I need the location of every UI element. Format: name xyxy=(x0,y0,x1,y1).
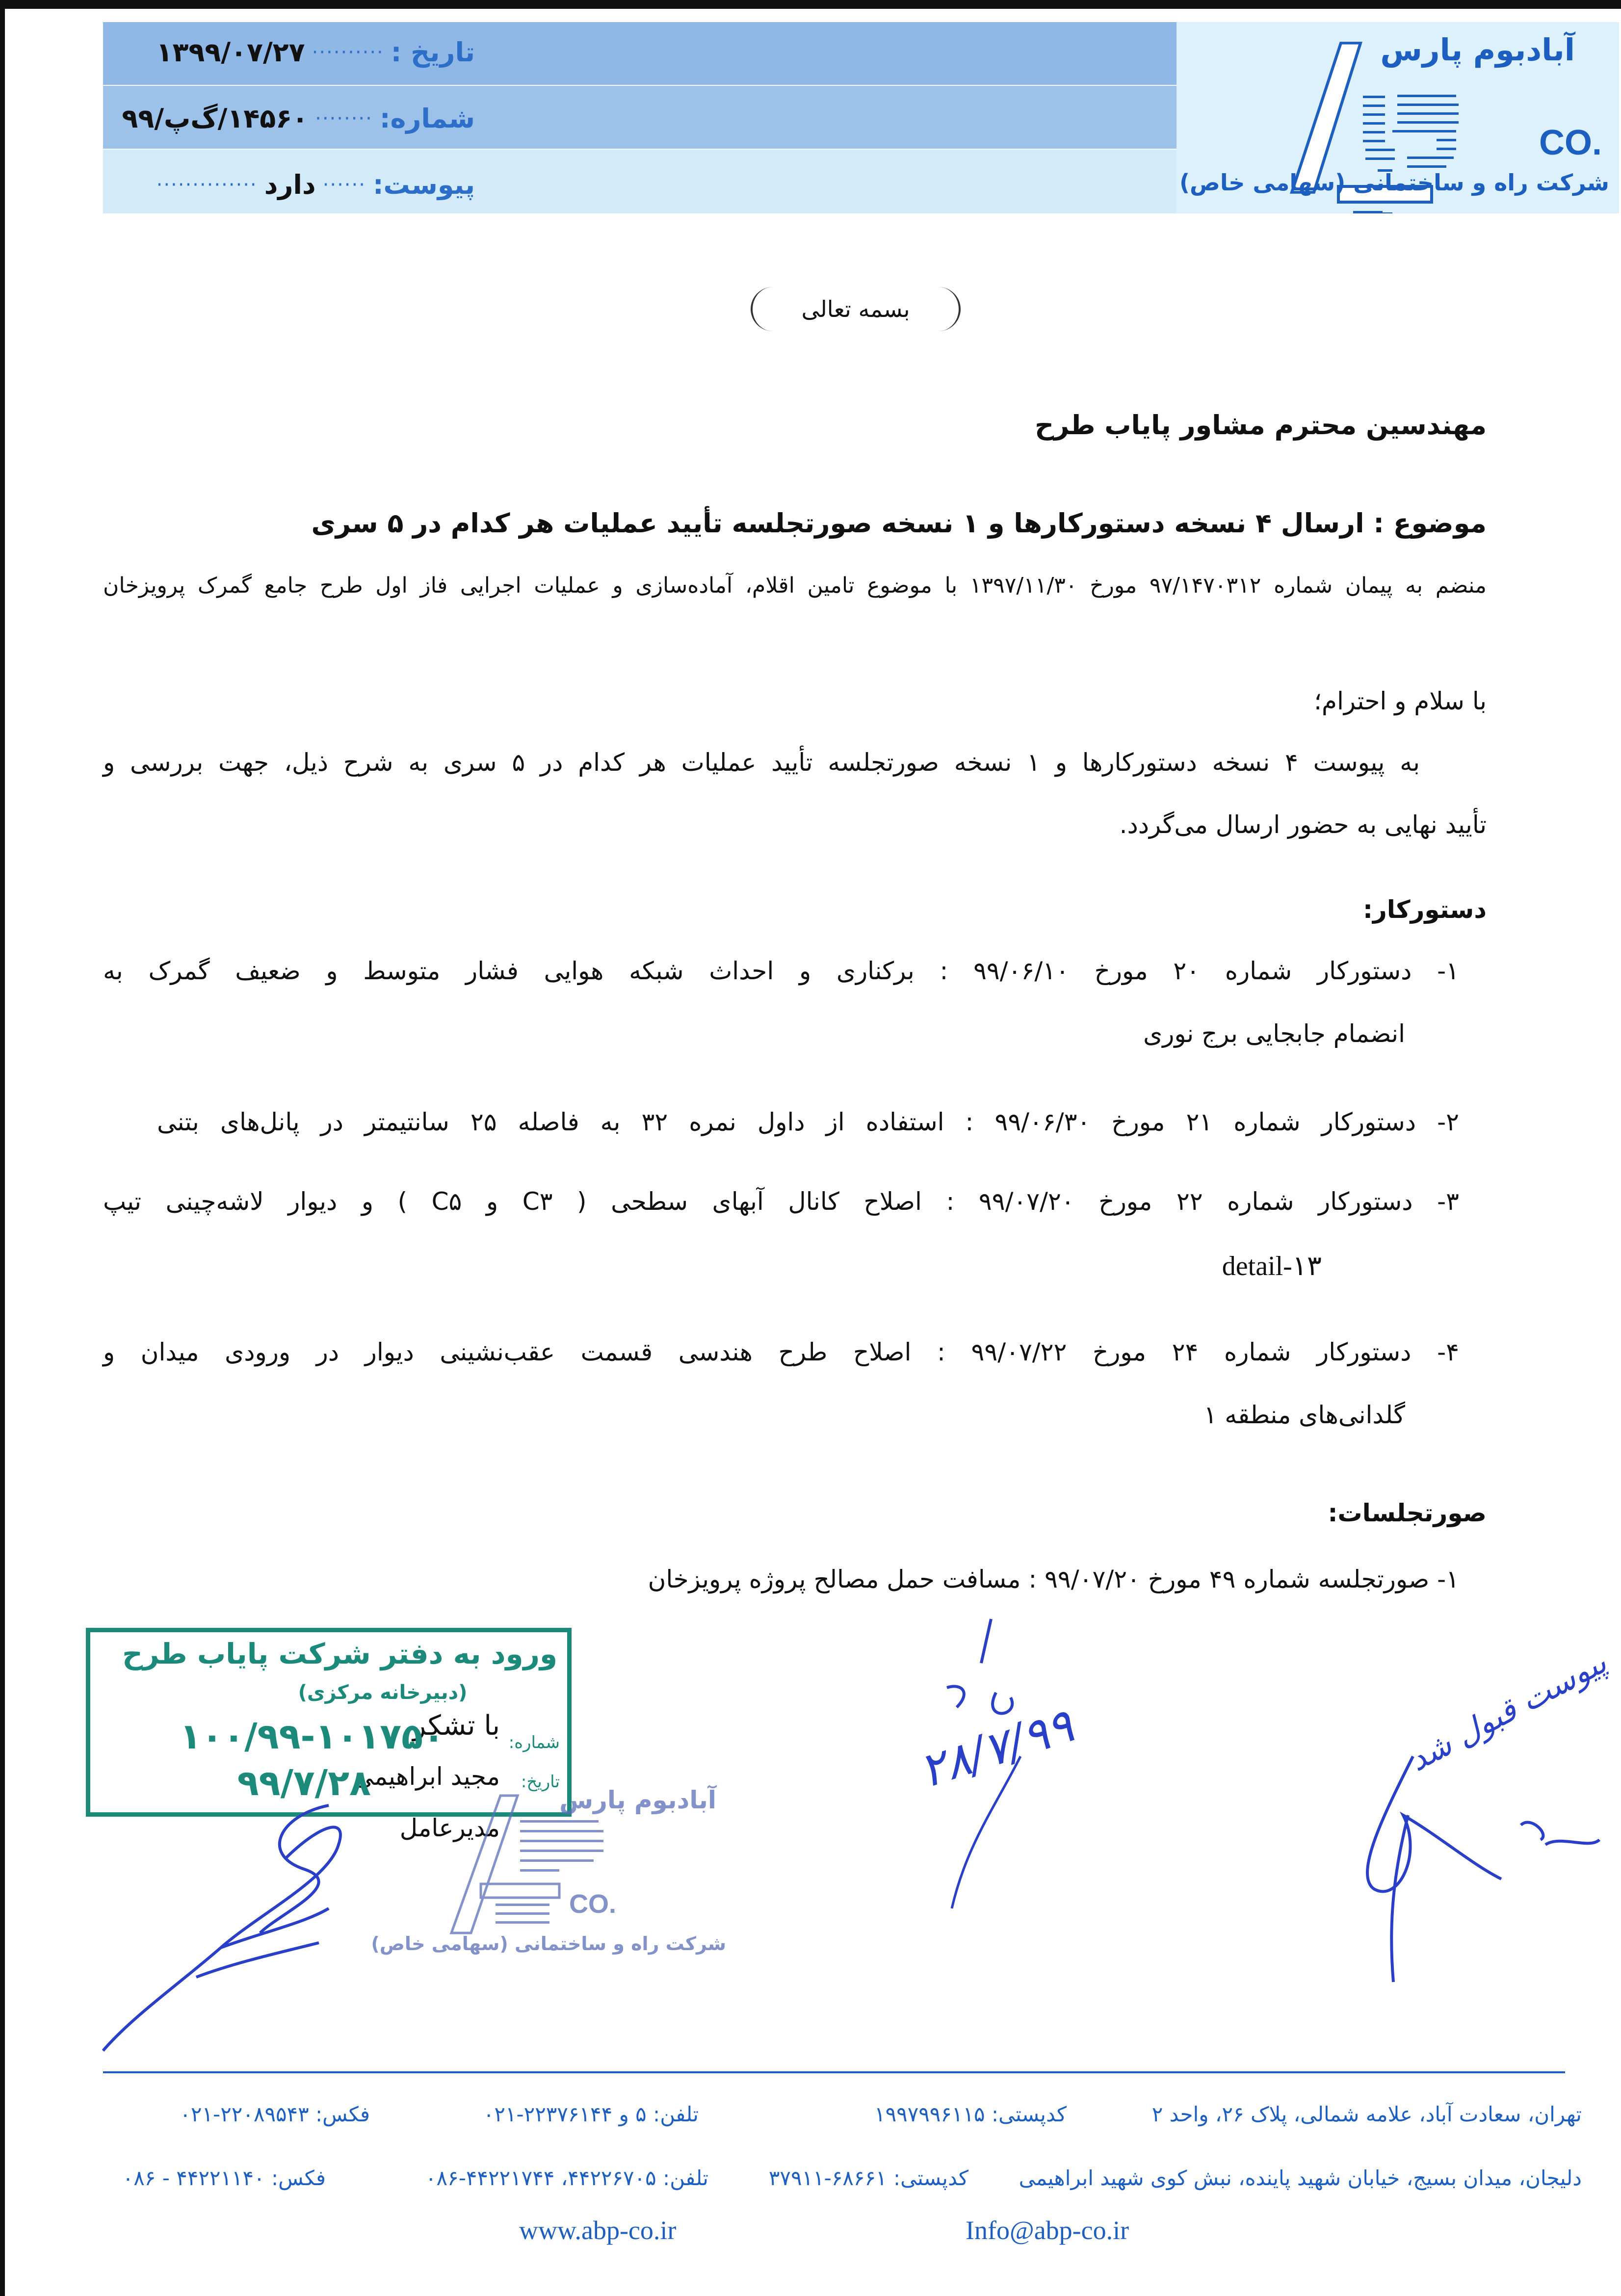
stamp-subtitle: (دبیرخانه مرکزی) xyxy=(298,1681,468,1704)
minutes-item: ۱- صورتجلسه شماره ۴۹ مورخ ۹۹/۰۷/۲۰ : مسافت حمل مصالح پروژه پرویزخان xyxy=(648,1565,1459,1593)
company-name: آبادبوم پارس xyxy=(1380,32,1575,68)
work-order-item: ۴- دستورکار شماره ۲۴ مورخ ۹۹/۰۷/۲۲ : اصلاح طرح هندسی قسمت عقب‌نشینی دیوار در ورودی میدان و xyxy=(103,1338,1459,1366)
recipient: مهندسین محترم مشاور پایاب طرح xyxy=(1035,410,1487,441)
scan-edge-top xyxy=(0,0,1621,9)
closing: با تشکر xyxy=(413,1710,500,1742)
email-link[interactable]: Info@abp-co.ir xyxy=(966,2216,1129,2245)
handwritten-note-right: پیوست قبول شد xyxy=(1403,1644,1613,1779)
date-field xyxy=(156,37,475,68)
stamp-date-label: تاریخ: xyxy=(521,1772,560,1792)
subject-detail: منضم به پیمان شماره ۹۷/۱۴۷۰۳۱۲ مورخ ۱۳۹۷/۱۱/۳۰ با موضوع تامین اقلام، آماده‌سازی و عملیات اجرایی فاز اول طرح جامع گمرک پرویزخان xyxy=(103,573,1487,598)
footer-tehran-fax: فکس: ۲۲۰۸۹۵۴۳-۰۲۱ xyxy=(180,2102,370,2126)
bismillah: بسمه تعالی xyxy=(751,287,961,331)
signer-name: مجید ابراهیمی xyxy=(354,1762,500,1791)
company-subtitle: شرکت راه و ساختمانی (سهامی خاص) xyxy=(1179,169,1609,196)
footer-delijan-phone: تلفن: ۴۴۲۲۶۷۰۵، ۴۴۲۲۱۷۴۴-۰۸۶ xyxy=(425,2166,708,2190)
minutes-title: صورتجلسات: xyxy=(1328,1499,1487,1527)
attachment-field xyxy=(157,169,475,200)
work-order-item: ۱- دستورکار شماره ۲۰ مورخ ۹۹/۰۶/۱۰ : برکناری و احداث شبکه هوایی فشار متوسط و ضعیف گمرک به xyxy=(103,957,1459,985)
dotted-leader: ········ xyxy=(315,107,373,130)
footer-tehran-phone: تلفن: ۵ و ۲۲۳۷۶۱۴۴-۰۲۱ xyxy=(483,2102,699,2126)
work-order-item-cont: گلدانی‌های منطقه ۱ xyxy=(1203,1401,1405,1429)
ceo-signature-icon xyxy=(74,1786,417,2061)
scan-edge-left xyxy=(0,0,5,2296)
body-line-1: به پیوست ۴ نسخه دستورکارها و ۱ نسخه صورتجلسه تأیید عملیات هر کدام در ۵ سری به شرح ذیل، جهت بررسی و xyxy=(103,748,1420,777)
subject: موضوع : ارسال ۴ نسخه دستورکارها و ۱ نسخه صورتجلسه تأیید عملیات هر کدام در ۵ سری xyxy=(311,508,1487,539)
stamp-number-value: ۱۰۰/۹۹-۱۰۱۷۵۰ xyxy=(180,1716,444,1757)
stamp-number-label: شماره: xyxy=(508,1733,560,1752)
seal-company-co: CO. xyxy=(569,1889,617,1919)
seal-company-name: آبادبوم پارس xyxy=(559,1786,716,1814)
website-link[interactable]: www.abp-co.ir xyxy=(519,2216,677,2245)
body-line-2: تأیید نهایی به حضور ارسال می‌گردد. xyxy=(1119,810,1487,839)
work-order-item-cont: detail-۱۳ xyxy=(1222,1251,1322,1281)
signer-title: مدیرعامل xyxy=(399,1814,500,1842)
work-order-item: ۳- دستورکار شماره ۲۲ مورخ ۹۹/۰۷/۲۰ : اصلاح کانال آبهای سطحی ( C۳ و C۵ ) و دیوار لاشه‌چینی تیپ xyxy=(103,1187,1460,1216)
work-order-item: ۲- دستورکار شماره ۲۱ مورخ ۹۹/۰۶/۳۰ : استفاده از داول نمره ۳۲ به فاصله ۲۵ سانتیمتر در پانل‌های بتنی xyxy=(157,1108,1459,1136)
dotted-leader: ·········· xyxy=(312,41,384,64)
attachment-value: دارد xyxy=(264,169,316,200)
footer-tehran-postal: کدپستی: ۱۹۹۷۹۹۶۱۱۵ xyxy=(874,2102,1067,2126)
letterhead-fields xyxy=(103,22,1177,213)
work-order-item-cont: انضمام جابجایی برج نوری xyxy=(1143,1019,1405,1048)
letterhead xyxy=(103,22,1619,213)
number-field xyxy=(122,103,475,134)
number-value: ۱۴۵۶۰/گ‌پ/۹۹ xyxy=(122,103,309,134)
greeting: با سلام و احترام؛ xyxy=(1314,687,1487,715)
attachment-label: پیوست: xyxy=(372,169,475,200)
work-orders-title: دستورکار: xyxy=(1362,895,1487,924)
footer-divider xyxy=(103,2071,1565,2073)
footer-delijan-address: دلیجان، میدان بسیج، خیابان شهید پاینده، نبش کوی شهید ابراهیمی xyxy=(1019,2166,1582,2190)
number-label: شماره: xyxy=(379,103,475,134)
seal-company-subtitle: شرکت راه و ساختمانی (سهامی خاص) xyxy=(371,1933,726,1955)
company-logo xyxy=(1177,22,1619,213)
date-label: تاریخ : xyxy=(391,37,475,68)
dotted-leader: ······ xyxy=(322,173,366,196)
dotted-leader: ·············· xyxy=(156,173,258,196)
footer-tehran-address: تهران، سعادت آباد، علامه شمالی، پلاک ۲۶، واحد ۲ xyxy=(1151,2102,1582,2126)
stamp-title: ورود به دفتر شرکت پایاب طرح xyxy=(122,1637,557,1670)
footer-delijan-fax: فکس: ۴۴۲۲۱۱۴۰ - ۰۸۶ xyxy=(122,2166,326,2190)
company-co: CO. xyxy=(1539,123,1602,162)
company-seal xyxy=(371,1786,726,1972)
stamp-date-value: ۹۹/۷/۲۸ xyxy=(237,1762,371,1803)
date-value: ۱۳۹۹/۰۷/۲۷ xyxy=(156,37,305,68)
handwritten-note-middle: ۲۸/۷/۹۹ xyxy=(913,1697,1080,1799)
footer-delijan-postal: کدپستی: ۶۸۶۶۱-۳۷۹۱۱ xyxy=(768,2166,968,2190)
